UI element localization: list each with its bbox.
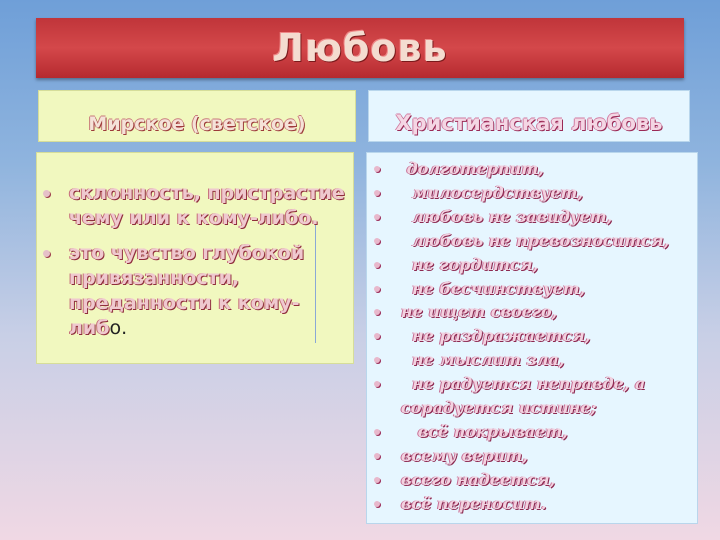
love-attribute: всё покрывает, [401,421,568,441]
list-item [367,300,697,324]
christian-heading: Христианская любовь [395,111,663,135]
love-attribute: не мыслит зла, [401,350,565,370]
page-title: Любовь [272,26,448,70]
bullet-icon [374,357,380,363]
list-item [367,324,697,348]
bullet-icon [374,333,380,339]
bullet-icon [374,453,380,459]
list-item [367,444,697,468]
secular-definition-panel [36,152,354,364]
love-attribute: любовь не превозносится, [401,230,670,250]
list-item [367,372,697,420]
list-item [367,181,697,205]
love-attribute: милосердствует, [401,182,584,202]
love-attribute: долготерпит, [401,159,544,178]
christian-love-list [367,153,697,516]
bullet-icon [374,381,380,387]
bullet-icon [374,190,380,196]
christian-love-panel [366,152,698,524]
list-item [367,277,697,301]
list-item [37,241,353,341]
bullet-icon [374,429,380,435]
list-item [367,492,697,516]
bullet-icon [43,190,50,197]
bullet-icon [374,309,380,315]
title-banner [36,18,684,78]
secular-heading-box [38,90,356,142]
definition-text-suffix: о. [109,317,128,339]
love-attribute: всего надеется, [401,469,556,489]
love-attribute-continuation: сорадуется истине; [401,398,597,418]
bullet-icon [43,250,50,257]
love-attribute: всему верит, [401,445,528,465]
bullet-icon [374,477,380,483]
list-item [367,205,697,229]
bullet-icon [374,501,380,507]
list-item [367,253,697,277]
love-attribute: не раздражается, [401,326,591,346]
bullet-icon [374,262,380,268]
love-attribute: не ищет своего, [401,302,558,322]
definition-text: склонность, пристрастие чему или к кому-либо. [69,182,345,229]
love-attribute: не гордится, [401,254,539,274]
bullet-icon [374,214,380,220]
list-item [367,420,697,444]
bullet-icon [374,238,380,244]
love-attribute: всё переносит. [401,493,547,513]
bullet-icon [374,286,380,292]
bullet-icon [374,166,380,172]
love-attribute: не радуется неправде, а [401,374,646,394]
love-attribute: любовь не завидует, [401,206,613,226]
list-item [367,468,697,492]
list-item [367,229,697,253]
definition-text: это чувство глубокой привязанности, преданности к кому-либ [69,242,305,339]
love-attribute: не бесчинствует, [401,278,586,298]
list-item [367,348,697,372]
list-item [37,181,353,231]
christian-heading-box [368,90,690,142]
list-item [367,157,697,181]
secular-heading: Мирское (светское) [88,113,306,135]
secular-definition-list [37,153,353,341]
